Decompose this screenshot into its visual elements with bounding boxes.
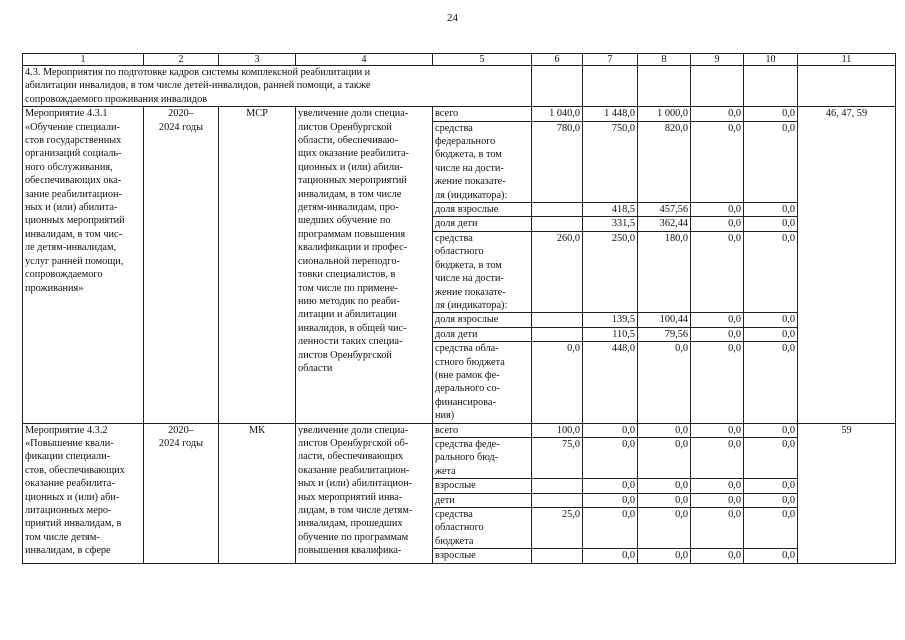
value-2020: 1 040,0 [532,107,583,121]
value-2024: 0,0 [744,313,798,327]
value-2020 [532,493,583,507]
column-header: 5 [433,54,532,66]
value-2024: 0,0 [744,327,798,341]
column-header: 6 [532,54,583,66]
measure-indicator: увеличение доли специа- листов Оренбургской об- ласти, обеспечивающих оказание реабилитацион- ных и (или) абилитацион- ных мероприятий инва- лидам, в том числе детям- инвалидам, прошедших обучение по программам повышения квалифика- [296,423,433,563]
value-2024: 0,0 [744,437,798,478]
value-2024: 0,0 [744,121,798,202]
value-2023: 0,0 [691,437,744,478]
value-2022: 79,56 [638,327,691,341]
value-2023: 0,0 [691,327,744,341]
value-2022: 820,0 [638,121,691,202]
value-2022: 1 000,0 [638,107,691,121]
table-row [23,423,896,437]
funding-source-label: доля взрослые [433,203,532,217]
funding-source-label: средства обла- стного бюджета (вне рамок фе- дерального со- финансирова- ния) [433,342,532,423]
funding-source-label: взрослые [433,479,532,493]
measure-name: Мероприятие 4.3.1 «Обучение специали- стов государственных организаций социаль- ного обслуживания, обеспечивающих ока- зание реабилитацион- ных и (или) абилита- ционных мероприятий инвалидам, в том чис- ле детям-инвалидам, услуг ранней помощи, сопровождаемого проживания» [23,107,144,423]
measure-executor: МСР [219,107,296,423]
funding-source-label: дети [433,493,532,507]
funding-source-label: доля взрослые [433,313,532,327]
funding-source-label: взрослые [433,549,532,563]
value-2024: 0,0 [744,549,798,563]
value-2022: 0,0 [638,437,691,478]
value-2024: 0,0 [744,231,798,312]
funding-source-label: доля дети [433,327,532,341]
value-2022: 457,56 [638,203,691,217]
value-2020: 780,0 [532,121,583,202]
column-header: 9 [691,54,744,66]
value-2020 [532,479,583,493]
value-2021: 448,0 [583,342,638,423]
value-2020: 25,0 [532,508,583,549]
value-2022: 0,0 [638,493,691,507]
measure-years: 2020– 2024 годы [144,107,219,423]
value-2024: 0,0 [744,508,798,549]
program-table [22,53,896,564]
funding-source-label: доля дети [433,217,532,231]
value-2024: 0,0 [744,203,798,217]
value-2023: 0,0 [691,508,744,549]
value-2023: 0,0 [691,217,744,231]
column-header: 10 [744,54,798,66]
value-2020 [532,313,583,327]
table-row [23,107,896,121]
value-2022: 0,0 [638,342,691,423]
value-2020 [532,327,583,341]
funding-source-label: средства областного бюджета, в том числе на дости- жение показате- ля (индикатора): [433,231,532,312]
value-2022: 362,44 [638,217,691,231]
measure-executor: МК [219,423,296,563]
value-2022: 180,0 [638,231,691,312]
value-2021: 0,0 [583,437,638,478]
value-2023: 0,0 [691,203,744,217]
measure-name: Мероприятие 4.3.2 «Повышение квали- фикации специали- стов, обеспечивающих оказание реабилита- ционных и (или) аби- литационных меро- приятий инвалидам, в том числе детям- инвалидам, в сфере [23,423,144,563]
value-2022: 0,0 [638,508,691,549]
value-2024: 0,0 [744,493,798,507]
column-header: 8 [638,54,691,66]
value-2020: 0,0 [532,342,583,423]
value-2024: 0,0 [744,342,798,423]
value-2023: 0,0 [691,493,744,507]
value-2021: 0,0 [583,508,638,549]
value-2021: 418,5 [583,203,638,217]
value-2023: 0,0 [691,107,744,121]
value-2020 [532,203,583,217]
funding-source-label: средства областного бюджета [433,508,532,549]
indicator-reference: 46, 47, 59 [798,107,896,423]
column-header: 1 [23,54,144,66]
funding-source-label: средства федерального бюджета, в том числе на дости- жение показате- ля (индикатора): [433,121,532,202]
value-2024: 0,0 [744,423,798,437]
value-2023: 0,0 [691,479,744,493]
funding-source-label: средства феде- рального бюд- жета [433,437,532,478]
column-header: 7 [583,54,638,66]
value-2021: 750,0 [583,121,638,202]
value-2020 [532,217,583,231]
value-2024: 0,0 [744,107,798,121]
value-2021: 0,0 [583,423,638,437]
header-row [23,54,896,66]
column-header: 11 [798,54,896,66]
funding-source-label: всего [433,107,532,121]
column-header: 2 [144,54,219,66]
value-2021: 1 448,0 [583,107,638,121]
value-2024: 0,0 [744,479,798,493]
value-2023: 0,0 [691,549,744,563]
value-2021: 139,5 [583,313,638,327]
section-row [23,66,896,107]
indicator-reference: 59 [798,423,896,563]
value-2021: 0,0 [583,479,638,493]
value-2023: 0,0 [691,121,744,202]
value-2023: 0,0 [691,313,744,327]
value-2020: 260,0 [532,231,583,312]
value-2021: 110,5 [583,327,638,341]
value-2021: 0,0 [583,493,638,507]
value-2021: 331,5 [583,217,638,231]
column-header: 4 [296,54,433,66]
value-2023: 0,0 [691,231,744,312]
value-2023: 0,0 [691,423,744,437]
column-header: 3 [219,54,296,66]
value-2024: 0,0 [744,217,798,231]
value-2020: 75,0 [532,437,583,478]
value-2020: 100,0 [532,423,583,437]
funding-source-label: всего [433,423,532,437]
value-2023: 0,0 [691,342,744,423]
value-2021: 250,0 [583,231,638,312]
measure-indicator: увеличение доли специа- листов Оренбургской области, обеспечиваю- щих оказание реабилита- ционных и (или) абили- тационных мероприятий инвалидам, в том числе детям-инвалидам, про- шедших обучение по программам повышения квалификации и профес- сиональной переподго- товки специалистов, в том числе по примене- нию методик по реаби- литации и абилитации инвалидов, в общей чис- ленности таких специа- листов Оренбургской области [296,107,433,423]
value-2021: 0,0 [583,549,638,563]
value-2022: 0,0 [638,423,691,437]
value-2022: 0,0 [638,549,691,563]
section-title: 4.3. Мероприятия по подготовке кадров системы комплексной реабилитации и абилитации инвалидов, в том числе детей-инвалидов, ранней помощи, а также сопровождаемого проживания инвалидов [23,66,532,107]
value-2022: 0,0 [638,479,691,493]
page-number: 24 [447,12,458,24]
value-2022: 100,44 [638,313,691,327]
value-2020 [532,549,583,563]
measure-years: 2020– 2024 годы [144,423,219,563]
